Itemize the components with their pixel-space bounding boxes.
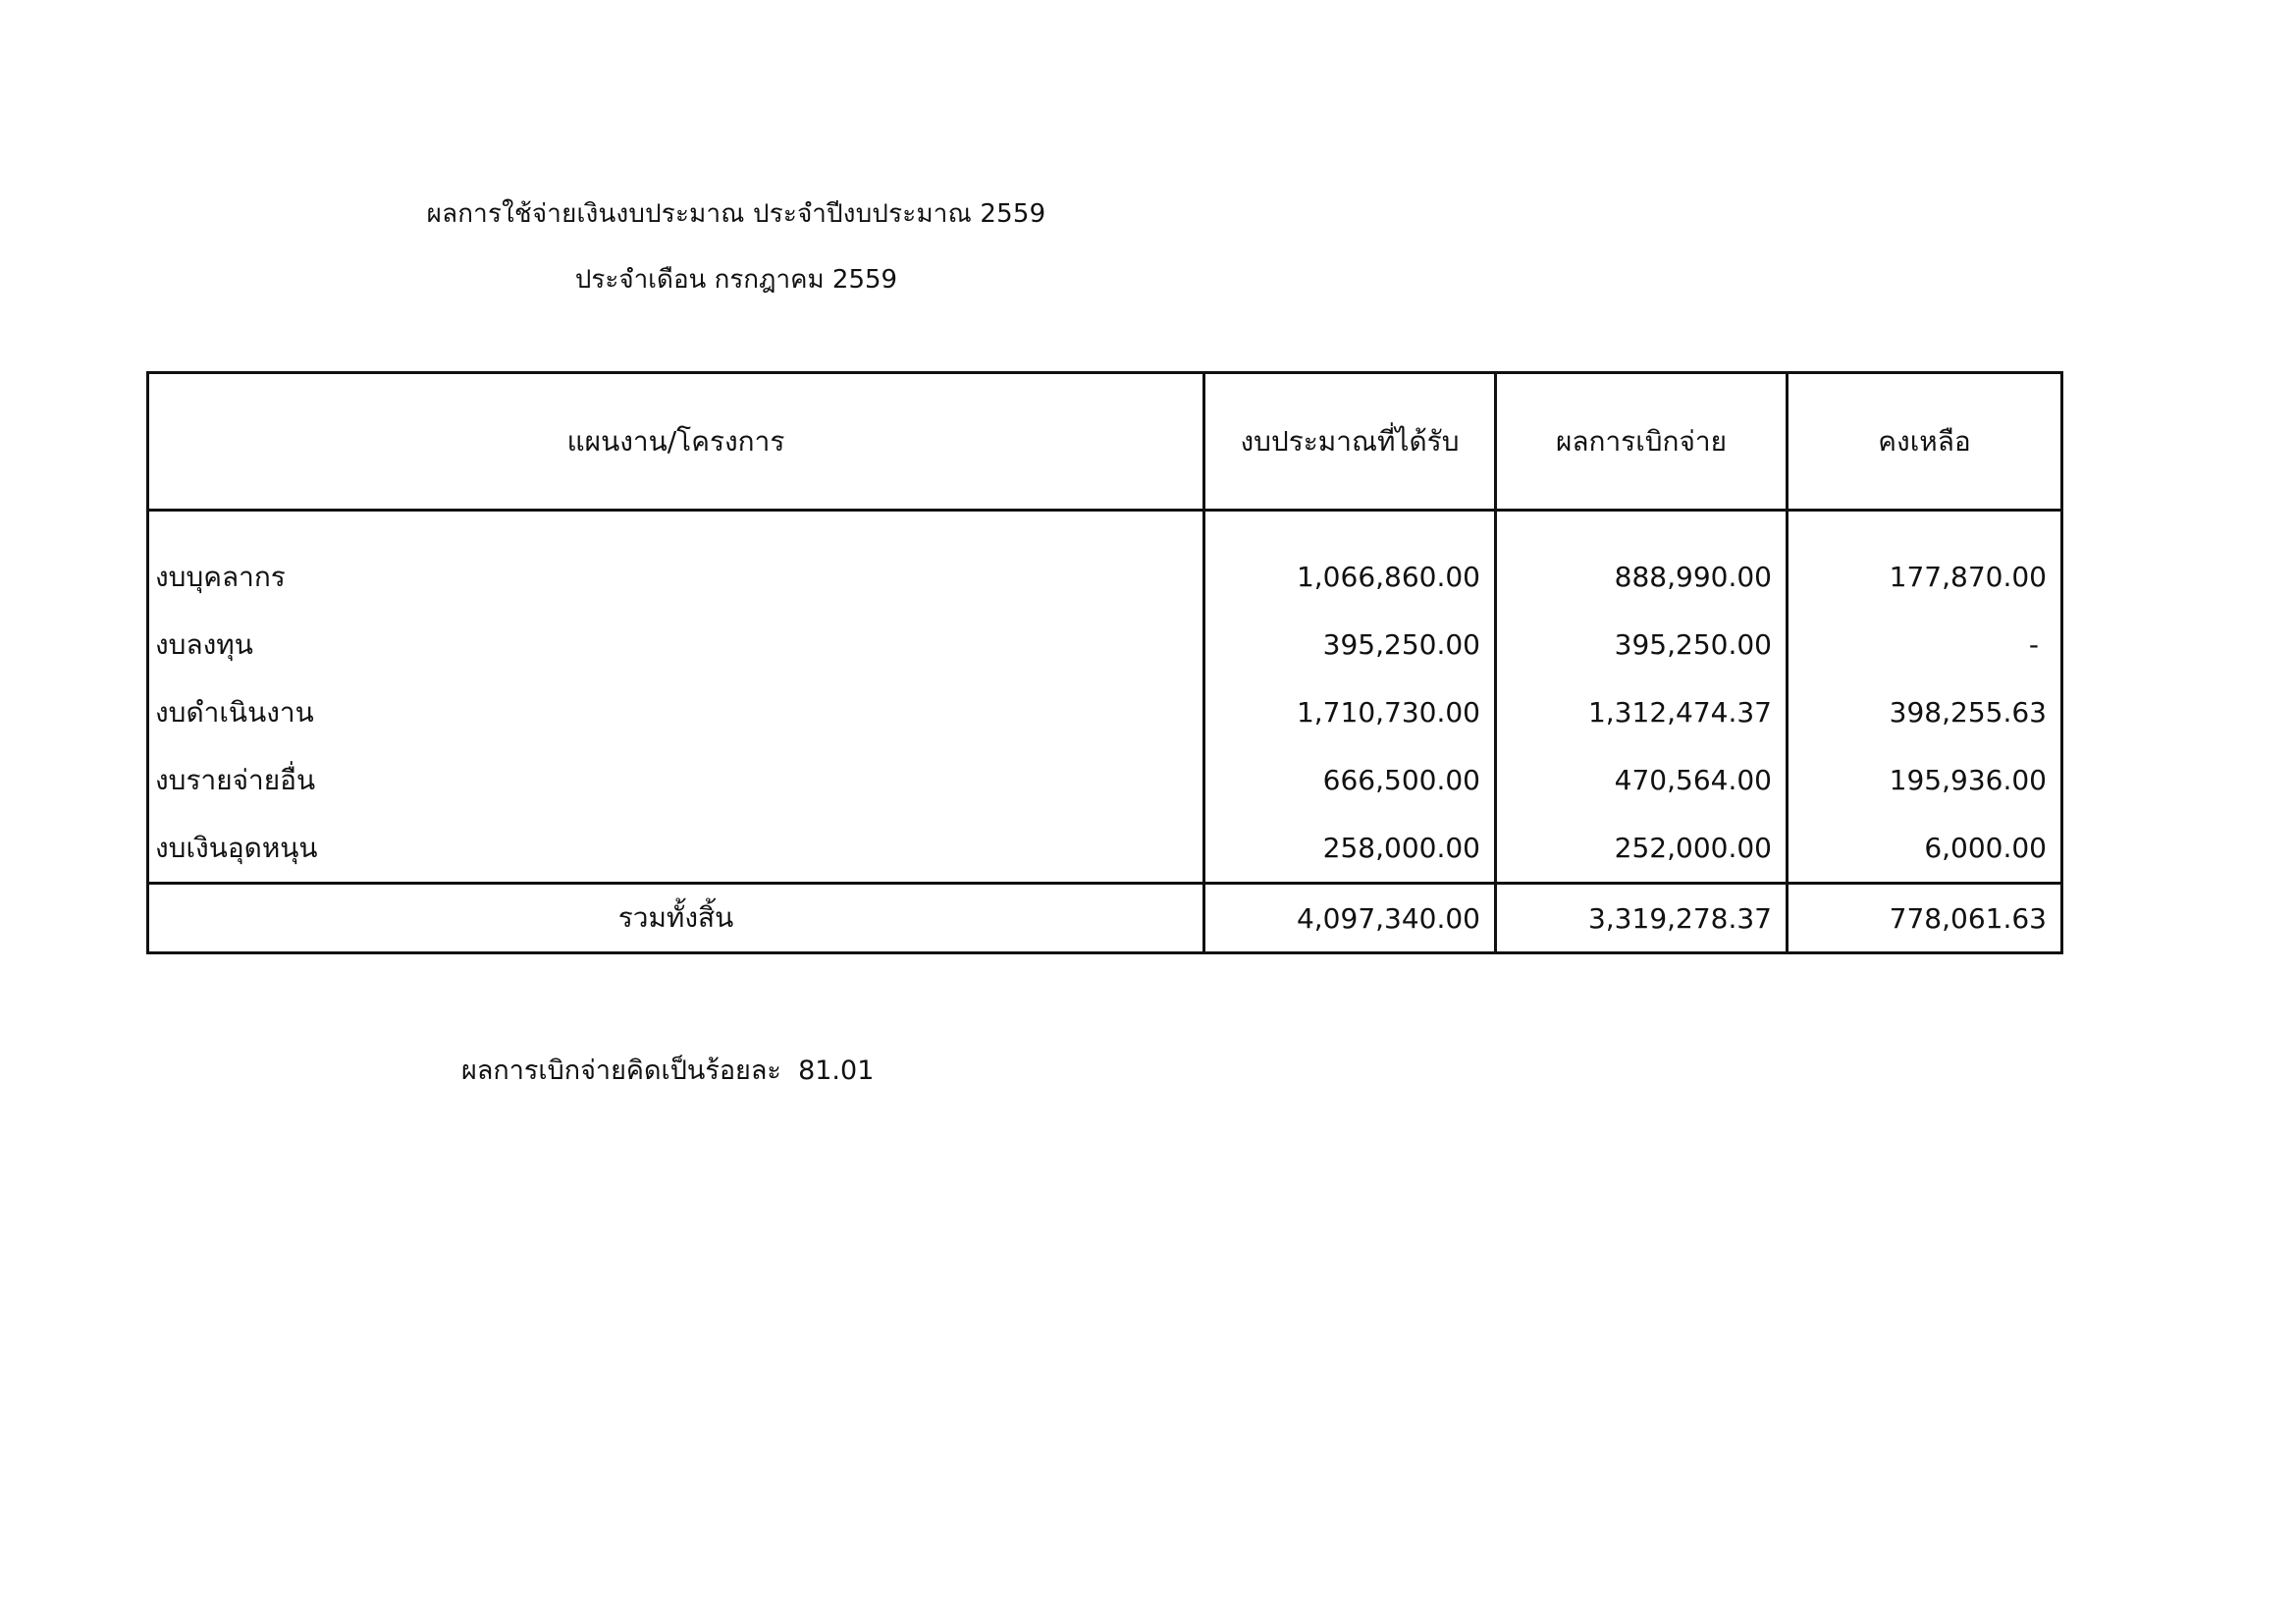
row-name: งบดำเนินงาน bbox=[148, 678, 1204, 746]
header-plan: แผนงาน/โครงการ bbox=[148, 373, 1204, 511]
row-budget: 1,710,730.00 bbox=[1204, 678, 1496, 746]
row-disbursed: 888,990.00 bbox=[1496, 543, 1788, 611]
row-remaining: 398,255.63 bbox=[1788, 678, 2062, 746]
header-disbursed: ผลการเบิกจ่าย bbox=[1496, 373, 1788, 511]
row-disbursed: 1,312,474.37 bbox=[1496, 678, 1788, 746]
row-name: งบลงทุน bbox=[148, 611, 1204, 678]
table-header-row bbox=[148, 373, 2062, 511]
table-row bbox=[148, 814, 2062, 884]
header-budget-received: งบประมาณที่ได้รับ bbox=[1204, 373, 1496, 511]
disbursement-percent-line bbox=[461, 1049, 874, 1091]
row-budget: 666,500.00 bbox=[1204, 746, 1496, 814]
row-disbursed: 252,000.00 bbox=[1496, 814, 1788, 884]
row-budget: 1,066,860.00 bbox=[1204, 543, 1496, 611]
header-remaining: คงเหลือ bbox=[1788, 373, 2062, 511]
row-name: งบเงินอุดหนุน bbox=[148, 814, 1204, 884]
row-name: งบรายจ่ายอื่น bbox=[148, 746, 1204, 814]
table-row bbox=[148, 543, 2062, 611]
row-remaining: 195,936.00 bbox=[1788, 746, 2062, 814]
row-budget: 258,000.00 bbox=[1204, 814, 1496, 884]
total-budget: 4,097,340.00 bbox=[1204, 884, 1496, 953]
total-row bbox=[148, 884, 2062, 953]
table-row bbox=[148, 678, 2062, 746]
row-disbursed: 395,250.00 bbox=[1496, 611, 1788, 678]
row-budget: 395,250.00 bbox=[1204, 611, 1496, 678]
table-row bbox=[148, 611, 2062, 678]
percent-label: ผลการเบิกจ่ายคิดเป็นร้อยละ bbox=[461, 1055, 781, 1086]
document-title: ผลการใช้จ่ายเงินงบประมาณ ประจำปีงบประมาณ 2559 bbox=[426, 199, 1046, 229]
table-row bbox=[148, 746, 2062, 814]
row-disbursed: 470,564.00 bbox=[1496, 746, 1788, 814]
spacer-row bbox=[148, 511, 2062, 544]
total-remaining: 778,061.63 bbox=[1788, 884, 2062, 953]
budget-table bbox=[146, 371, 2063, 954]
row-remaining: 6,000.00 bbox=[1788, 814, 2062, 884]
row-remaining: 177,870.00 bbox=[1788, 543, 2062, 611]
document-subtitle: ประจำเดือน กรกฎาคม 2559 bbox=[574, 265, 898, 295]
row-remaining: - bbox=[1788, 611, 2062, 678]
row-name: งบบุคลากร bbox=[148, 543, 1204, 611]
total-disbursed: 3,319,278.37 bbox=[1496, 884, 1788, 953]
percent-value: 81.01 bbox=[798, 1055, 875, 1086]
total-label: รวมทั้งสิ้น bbox=[148, 884, 1204, 953]
